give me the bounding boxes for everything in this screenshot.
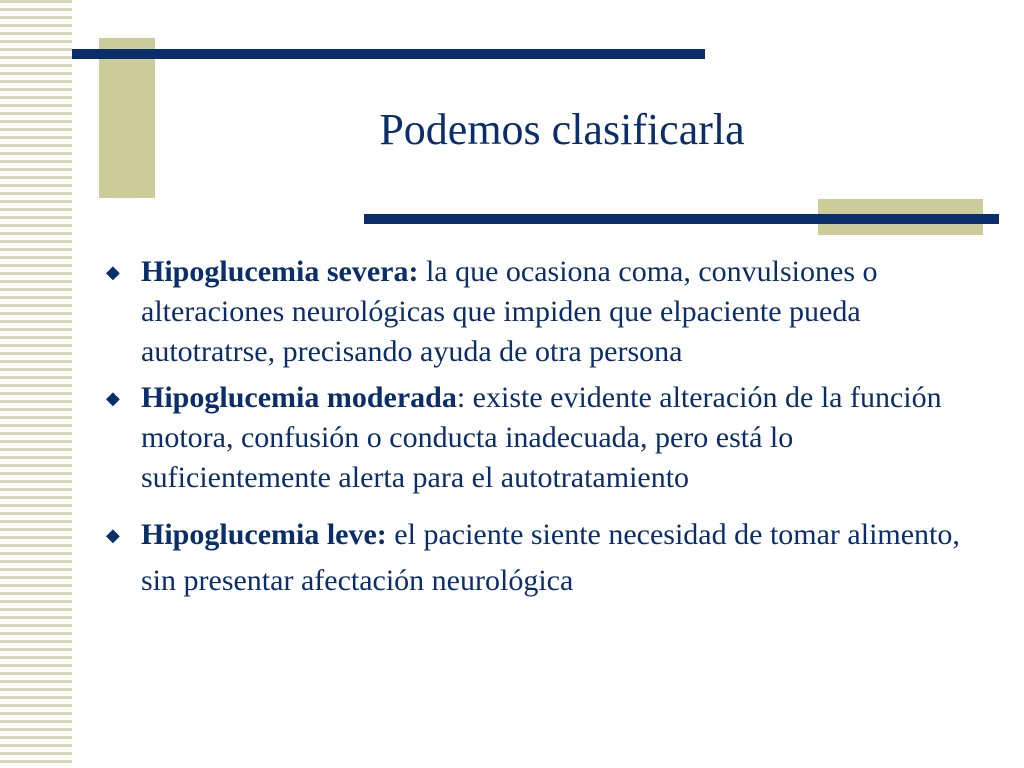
top-accent-line (72, 49, 705, 59)
bullet-term: Hipoglucemia leve: (141, 518, 387, 551)
bullet-term: Hipoglucemia severa: (141, 255, 419, 288)
bullet-item-severa (104, 252, 984, 372)
bullet-list (104, 252, 984, 604)
diamond-bullet-icon: ◆ (106, 525, 120, 545)
bullet-item-leve (104, 512, 984, 604)
left-stripe-decoration (0, 0, 72, 768)
bullet-term: Hipoglucemia moderada (141, 381, 457, 414)
bullet-text: la que ocasiona coma, convulsiones o alteraciones neurológicas que impiden que elpaciente pueda autotratrse, precisando ayuda de otra persona (141, 255, 878, 368)
bullet-text: : existe evidente alteración de la función motora, confusión o conducta inadecuada, pero está lo suficientemente alerta para el autotratamiento (141, 381, 942, 494)
bullet-text: el paciente siente necesidad de tomar alimento, sin presentar afectación neurológica (141, 518, 960, 597)
top-accent-block (99, 38, 155, 198)
bullet-item-moderada (104, 378, 984, 498)
diamond-bullet-icon: ◆ (106, 262, 120, 282)
title-underline (364, 214, 999, 224)
diamond-bullet-icon: ◆ (106, 388, 120, 408)
slide-title: Podemos clasificarla (379, 105, 745, 154)
